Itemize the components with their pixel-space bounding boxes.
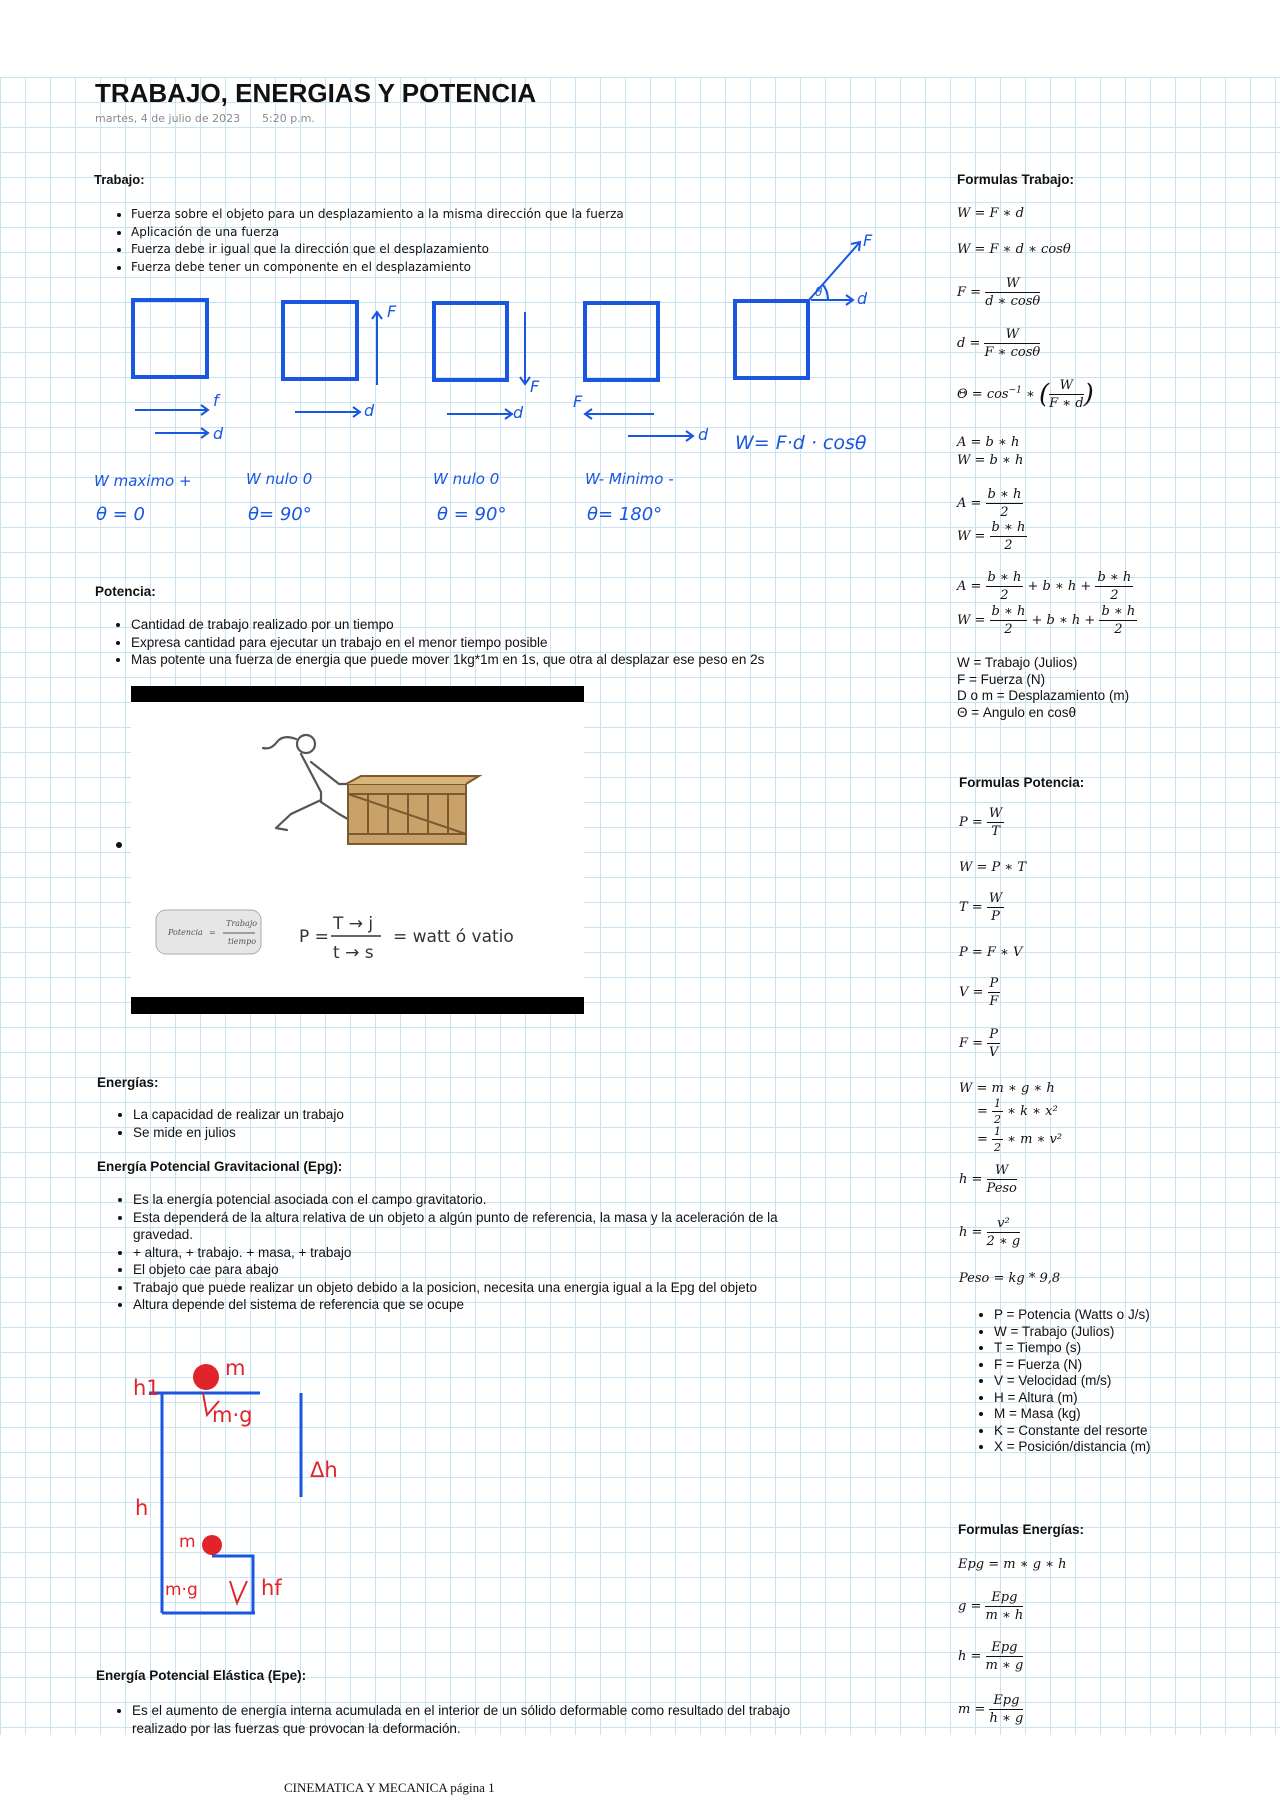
arrow-d-1 bbox=[155, 428, 208, 438]
formula-w-fd: W = F ∗ d bbox=[957, 206, 1024, 221]
formula-a-sum: A = $\frac{b ∗ h}{2}$ + b ∗ h + $\frac{b ∗ h}{2}$ bbox=[957, 570, 1132, 603]
label-w-nulo-2: W nulo 0 bbox=[433, 470, 500, 488]
list-item: • Fuerza debe tener un componente en el desplazamiento bbox=[131, 259, 731, 277]
legend-item: • W = Trabajo (Julios) bbox=[994, 1324, 1234, 1341]
label-theta-90-2: θ = 90° bbox=[437, 504, 507, 525]
legend-item: • M = Masa (kg) bbox=[994, 1406, 1234, 1423]
formula-h-v2g: h = $\frac{\text{v²}}{2 ∗ g}$ bbox=[959, 1216, 1021, 1249]
label-w-min: W- Minimo - bbox=[585, 470, 674, 488]
arrow-F-3 bbox=[520, 312, 530, 384]
label-d-1: d bbox=[213, 424, 224, 443]
formula-w-fdcos: W = F ∗ d ∗ cosθ bbox=[957, 242, 1071, 257]
label-F-2: F bbox=[387, 302, 397, 321]
formula-v-pf: V = $\frac{P}{F}$ bbox=[959, 976, 999, 1009]
woman-pushing-crate-illustration bbox=[131, 702, 584, 997]
label-m-bottom: m bbox=[179, 1532, 196, 1552]
potencia-list bbox=[95, 616, 791, 669]
legend-item: • X = Posición/distancia (m) bbox=[994, 1439, 1234, 1456]
list-item: • Expresa cantidad para ejecutar un trabajo en el menor tiempo posible bbox=[131, 634, 791, 652]
formula-g: g = $\frac{\text{Epg}}{m ∗ h}$ bbox=[958, 1590, 1024, 1623]
page-title: TRABAJO, ENERGIAS Y POTENCIA bbox=[95, 78, 537, 108]
hair bbox=[263, 737, 296, 748]
list-item: • Fuerza sobre el objeto para un desplazamiento a la misma dirección que la fuerza bbox=[131, 206, 731, 224]
label-F-4: F bbox=[573, 392, 583, 411]
potencia-image bbox=[131, 686, 584, 1014]
arrow-F-4 bbox=[585, 409, 654, 419]
trabajo-heading: Trabajo: bbox=[94, 172, 145, 187]
formula-w-pt: W = P ∗ T bbox=[959, 860, 1027, 875]
pot-ts: t → s bbox=[333, 943, 374, 963]
pot-tj: T → j bbox=[333, 914, 374, 934]
epe-heading: Energía Potencial Elástica (Epe): bbox=[96, 1668, 307, 1683]
legend-item: • H = Altura (m) bbox=[994, 1390, 1234, 1407]
box-2 bbox=[283, 302, 357, 379]
label-F-5: F bbox=[863, 231, 873, 250]
formula-w-mv2: = $\frac{1}{2}$ ∗ m ∗ v² bbox=[977, 1125, 1063, 1154]
formula-epg: Epg = m ∗ g ∗ h bbox=[958, 1557, 1067, 1572]
formula-h-wpeso: h = $\frac{W}{\text{Peso}}$ bbox=[959, 1163, 1017, 1196]
label-d-3: d bbox=[513, 403, 524, 422]
box-4 bbox=[585, 303, 658, 380]
label-d-4: d bbox=[698, 425, 709, 444]
formula-a-bh: A = b ∗ h bbox=[957, 435, 1020, 450]
list-item: • Fuerza debe ir igual que la dirección que el desplazamiento bbox=[131, 241, 731, 259]
formula-d: d = $\frac{W}{F ∗ \cos\theta}$ bbox=[957, 327, 1041, 360]
epe-list bbox=[96, 1702, 792, 1737]
arrow-d-3 bbox=[447, 409, 512, 419]
legend-item: • K = Constante del resorte bbox=[994, 1423, 1234, 1440]
formula-t-wp: T = $\frac{W}{P}$ bbox=[959, 891, 1003, 924]
formula-p-fv: P = F ∗ V bbox=[959, 945, 1023, 960]
page-date: martes, 4 de julio de 2023 bbox=[95, 112, 241, 125]
legend-item: • F = Fuerza (N) bbox=[994, 1357, 1234, 1374]
weight-arrow-bottom bbox=[230, 1581, 247, 1603]
formulas-trabajo-heading: Formulas Trabajo: bbox=[957, 172, 1075, 187]
epg-diagram bbox=[125, 1345, 385, 1625]
trabajo-legend bbox=[957, 655, 1129, 721]
formula-w-kx2: = $\frac{1}{2}$ ∗ k ∗ x² bbox=[977, 1097, 1058, 1126]
label-dh: Δh bbox=[310, 1458, 338, 1482]
formula-w-sum: W = $\frac{b ∗ h}{2}$ + b ∗ h + $\frac{b ∗ h}{2}$ bbox=[957, 604, 1136, 637]
label-d-5: d bbox=[857, 289, 868, 308]
list-item: • + altura, + trabajo. + masa, + trabajo bbox=[133, 1244, 803, 1262]
formula-m: m = $\frac{\text{Epg}}{h ∗ g}$ bbox=[958, 1693, 1024, 1726]
epg-heading: Energía Potencial Gravitacional (Epg): bbox=[97, 1159, 343, 1174]
label-d-2: d bbox=[364, 401, 375, 420]
potencia-heading: Potencia: bbox=[95, 584, 156, 599]
energias-list bbox=[97, 1106, 793, 1141]
low-step bbox=[212, 1556, 253, 1613]
pot-P: P = bbox=[299, 927, 329, 947]
arrow-d-4 bbox=[628, 431, 693, 441]
formula-w-bh: W = b ∗ h bbox=[957, 453, 1024, 468]
label-mg-bottom: m·g bbox=[165, 1580, 198, 1600]
formula-theta: $\Theta = \cos^{-1}$ ∗ ( $\frac{W}{F ∗ d}$ ) bbox=[957, 378, 1094, 411]
pot-tiempo: tiempo bbox=[228, 937, 257, 946]
trabajo-diagram bbox=[80, 220, 930, 550]
box-1 bbox=[133, 300, 207, 377]
arrow-f-1 bbox=[135, 405, 208, 415]
label-m-top: m bbox=[225, 1356, 246, 1380]
label-h1: h1 bbox=[133, 1376, 160, 1400]
label-w-formula: W= F·d · cosθ bbox=[735, 432, 867, 454]
potencia-legend bbox=[958, 1307, 1234, 1456]
formulas-energias-heading: Formulas Energías: bbox=[958, 1522, 1085, 1537]
box-5 bbox=[735, 301, 808, 378]
label-theta-0: θ = 0 bbox=[96, 504, 145, 525]
legend-item: • P = Potencia (Watts o J/s) bbox=[994, 1307, 1234, 1324]
pot-trabajo: Trabajo bbox=[226, 919, 258, 928]
label-mg-top: m·g bbox=[212, 1403, 253, 1427]
angle-arc bbox=[822, 284, 828, 300]
legend-item: F = Fuerza (N) bbox=[957, 671, 1046, 687]
legend-item: • T = Tiempo (s) bbox=[994, 1340, 1234, 1357]
list-item: • Se mide en julios bbox=[133, 1124, 793, 1142]
label-h: h bbox=[135, 1496, 149, 1520]
pot-label: Potencia bbox=[168, 928, 203, 937]
list-item: • Aplicación de una fuerza bbox=[131, 224, 731, 242]
label-F-3: F bbox=[530, 377, 540, 396]
formulas-potencia-heading: Formulas Potencia: bbox=[959, 775, 1085, 790]
label-w-max: W maximo + bbox=[94, 472, 192, 490]
list-item: • Trabajo que puede realizar un objeto debido a la posicion, necesita una energia igual a la Epg del objeto bbox=[133, 1279, 803, 1297]
epg-list bbox=[97, 1191, 803, 1314]
footer-background bbox=[0, 1735, 1280, 1809]
formula-f-pv: F = $\frac{P}{V}$ bbox=[959, 1027, 999, 1060]
legend-item: W = Trabajo (Julios) bbox=[957, 655, 1078, 670]
list-item: • Es la energía potencial asociada con el campo gravitatorio. bbox=[133, 1191, 803, 1209]
potencia-image-canvas bbox=[131, 702, 584, 997]
formula-w-mgh: W = m ∗ g ∗ h bbox=[959, 1081, 1055, 1096]
formula-a-half: A = $\frac{b ∗ h}{2}$ bbox=[957, 487, 1022, 520]
formula-p-wt: P = $\frac{W}{T}$ bbox=[959, 806, 1003, 839]
formula-h: h = $\frac{\text{Epg}}{m ∗ g}$ bbox=[958, 1640, 1024, 1673]
label-hf: hf bbox=[261, 1576, 282, 1600]
pot-eq: = bbox=[209, 928, 216, 937]
page-time: 5:20 p.m. bbox=[262, 112, 315, 125]
label-f-1: f bbox=[213, 391, 219, 410]
legend-item: Θ = Angulo en cosθ bbox=[957, 704, 1076, 720]
arrow-d-2 bbox=[295, 407, 360, 417]
label-w-nulo-1: W nulo 0 bbox=[246, 470, 313, 488]
arrow-F-2 bbox=[372, 312, 382, 385]
pot-watt: = watt ó vatio bbox=[393, 927, 514, 947]
label-theta-180: θ= 180° bbox=[587, 504, 663, 525]
page-footer: CINEMATICA Y MECANICA página 1 bbox=[284, 1780, 495, 1795]
list-item: • Cantidad de trabajo realizado por un tiempo bbox=[131, 616, 791, 634]
legend-item: D o m = Desplazamiento (m) bbox=[957, 688, 1130, 703]
back-leg bbox=[276, 800, 321, 830]
formula-w-half: W = $\frac{b ∗ h}{2}$ bbox=[957, 520, 1026, 553]
list-item: • El objeto cae para abajo bbox=[133, 1261, 803, 1279]
list-item: • Altura depende del sistema de referencia que se ocupe bbox=[133, 1296, 803, 1314]
label-theta: θ bbox=[815, 285, 823, 299]
list-item: • Es el aumento de energía interna acumulada en el interior de un sólido deformable como resultado del trabajo realizado por las fuerzas que provocan la deformación. bbox=[132, 1702, 792, 1737]
legend-item: • V = Velocidad (m/s) bbox=[994, 1373, 1234, 1390]
box-3 bbox=[434, 303, 507, 380]
label-theta-90-1: θ= 90° bbox=[248, 504, 312, 525]
energias-heading: Energías: bbox=[97, 1075, 159, 1090]
mass-bottom bbox=[202, 1535, 222, 1555]
mass-top bbox=[193, 1364, 219, 1390]
list-item: • La capacidad de realizar un trabajo bbox=[133, 1106, 793, 1124]
formula-f: F = $\frac{W}{d ∗ \cos\theta}$ bbox=[957, 276, 1041, 309]
formula-peso: Peso = kg * 9,8 bbox=[959, 1271, 1061, 1286]
bullet-dot bbox=[116, 842, 122, 848]
list-item: • Esta dependerá de la altura relativa de un objeto a algún punto de referencia, la masa y la aceleración de la gravedad. bbox=[133, 1209, 803, 1244]
list-item: • Mas potente una fuerza de energia que puede mover 1kg*1m en 1s, que otra al desplazar ese peso en 2s bbox=[131, 651, 791, 669]
header-background bbox=[0, 0, 1280, 77]
